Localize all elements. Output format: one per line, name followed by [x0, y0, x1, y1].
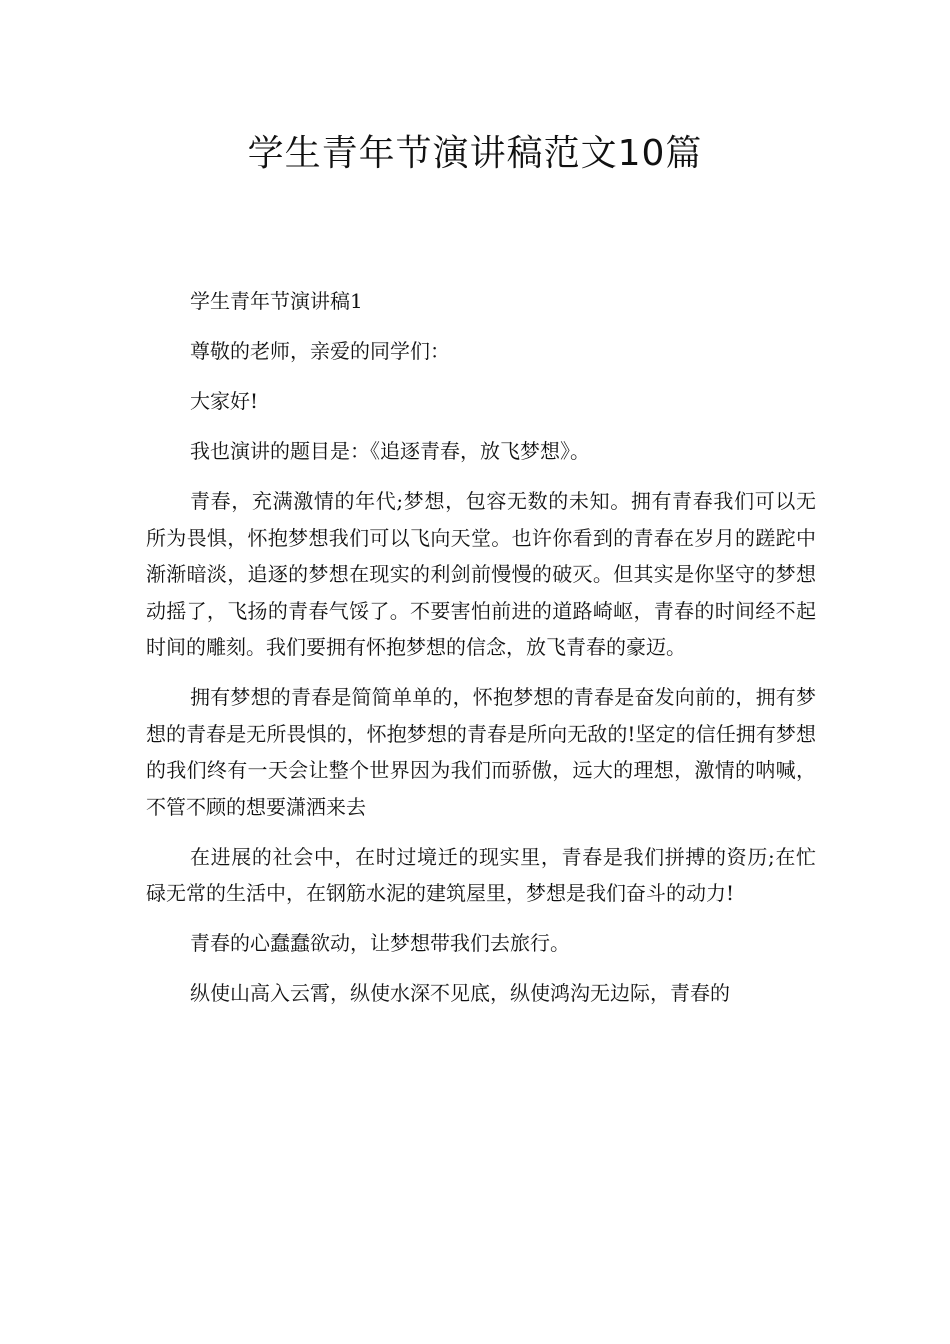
document-title: 学生青年节演讲稿范文10篇	[247, 133, 703, 174]
document-body	[146, 283, 816, 1025]
section-heading: 学生青年节演讲稿1	[190, 289, 363, 313]
body-paragraph: 纵使山高入云霄，纵使水深不见底，纵使鸿沟无边际，青春的	[190, 981, 730, 1005]
speech-topic: 我也演讲的题目是：《追逐青春，放飞梦想》。	[190, 439, 590, 463]
greeting: 大家好!	[190, 389, 259, 413]
body-paragraph: 拥有梦想的青春是简简单单的，怀抱梦想的青春是奋发向前的，拥有梦想的青春是无所畏惧的，怀抱梦想的青春是所向无敌的!坚定的信任拥有梦想的我们终有一天会让整个世界因为我们而骄傲，远大的理想，激情的呐喊，不管不顾的想要潇洒来去	[146, 685, 816, 819]
body-paragraph: 在进展的社会中，在时过境迁的现实里，青春是我们拼搏的资历;在忙碌无常的生活中，在钢筋水泥的建筑屋里，梦想是我们奋斗的动力!	[146, 844, 816, 905]
body-paragraph: 青春，充满激情的年代;梦想，包容无数的未知。拥有青春我们可以无所为畏惧，怀抱梦想我们可以飞向天堂。也许你看到的青春在岁月的蹉跎中渐渐暗淡，追逐的梦想在现实的利剑前慢慢的破灭。但其实是你坚守的梦想动摇了，飞扬的青春气馁了。不要害怕前进的道路崎岖，青春的时间经不起时间的雕刻。我们要拥有怀抱梦想的信念，放飞青春的豪迈。	[146, 489, 816, 659]
salutation: 尊敬的老师，亲爱的同学们：	[190, 339, 450, 363]
body-paragraph: 青春的心蠢蠢欲动，让梦想带我们去旅行。	[190, 931, 570, 955]
